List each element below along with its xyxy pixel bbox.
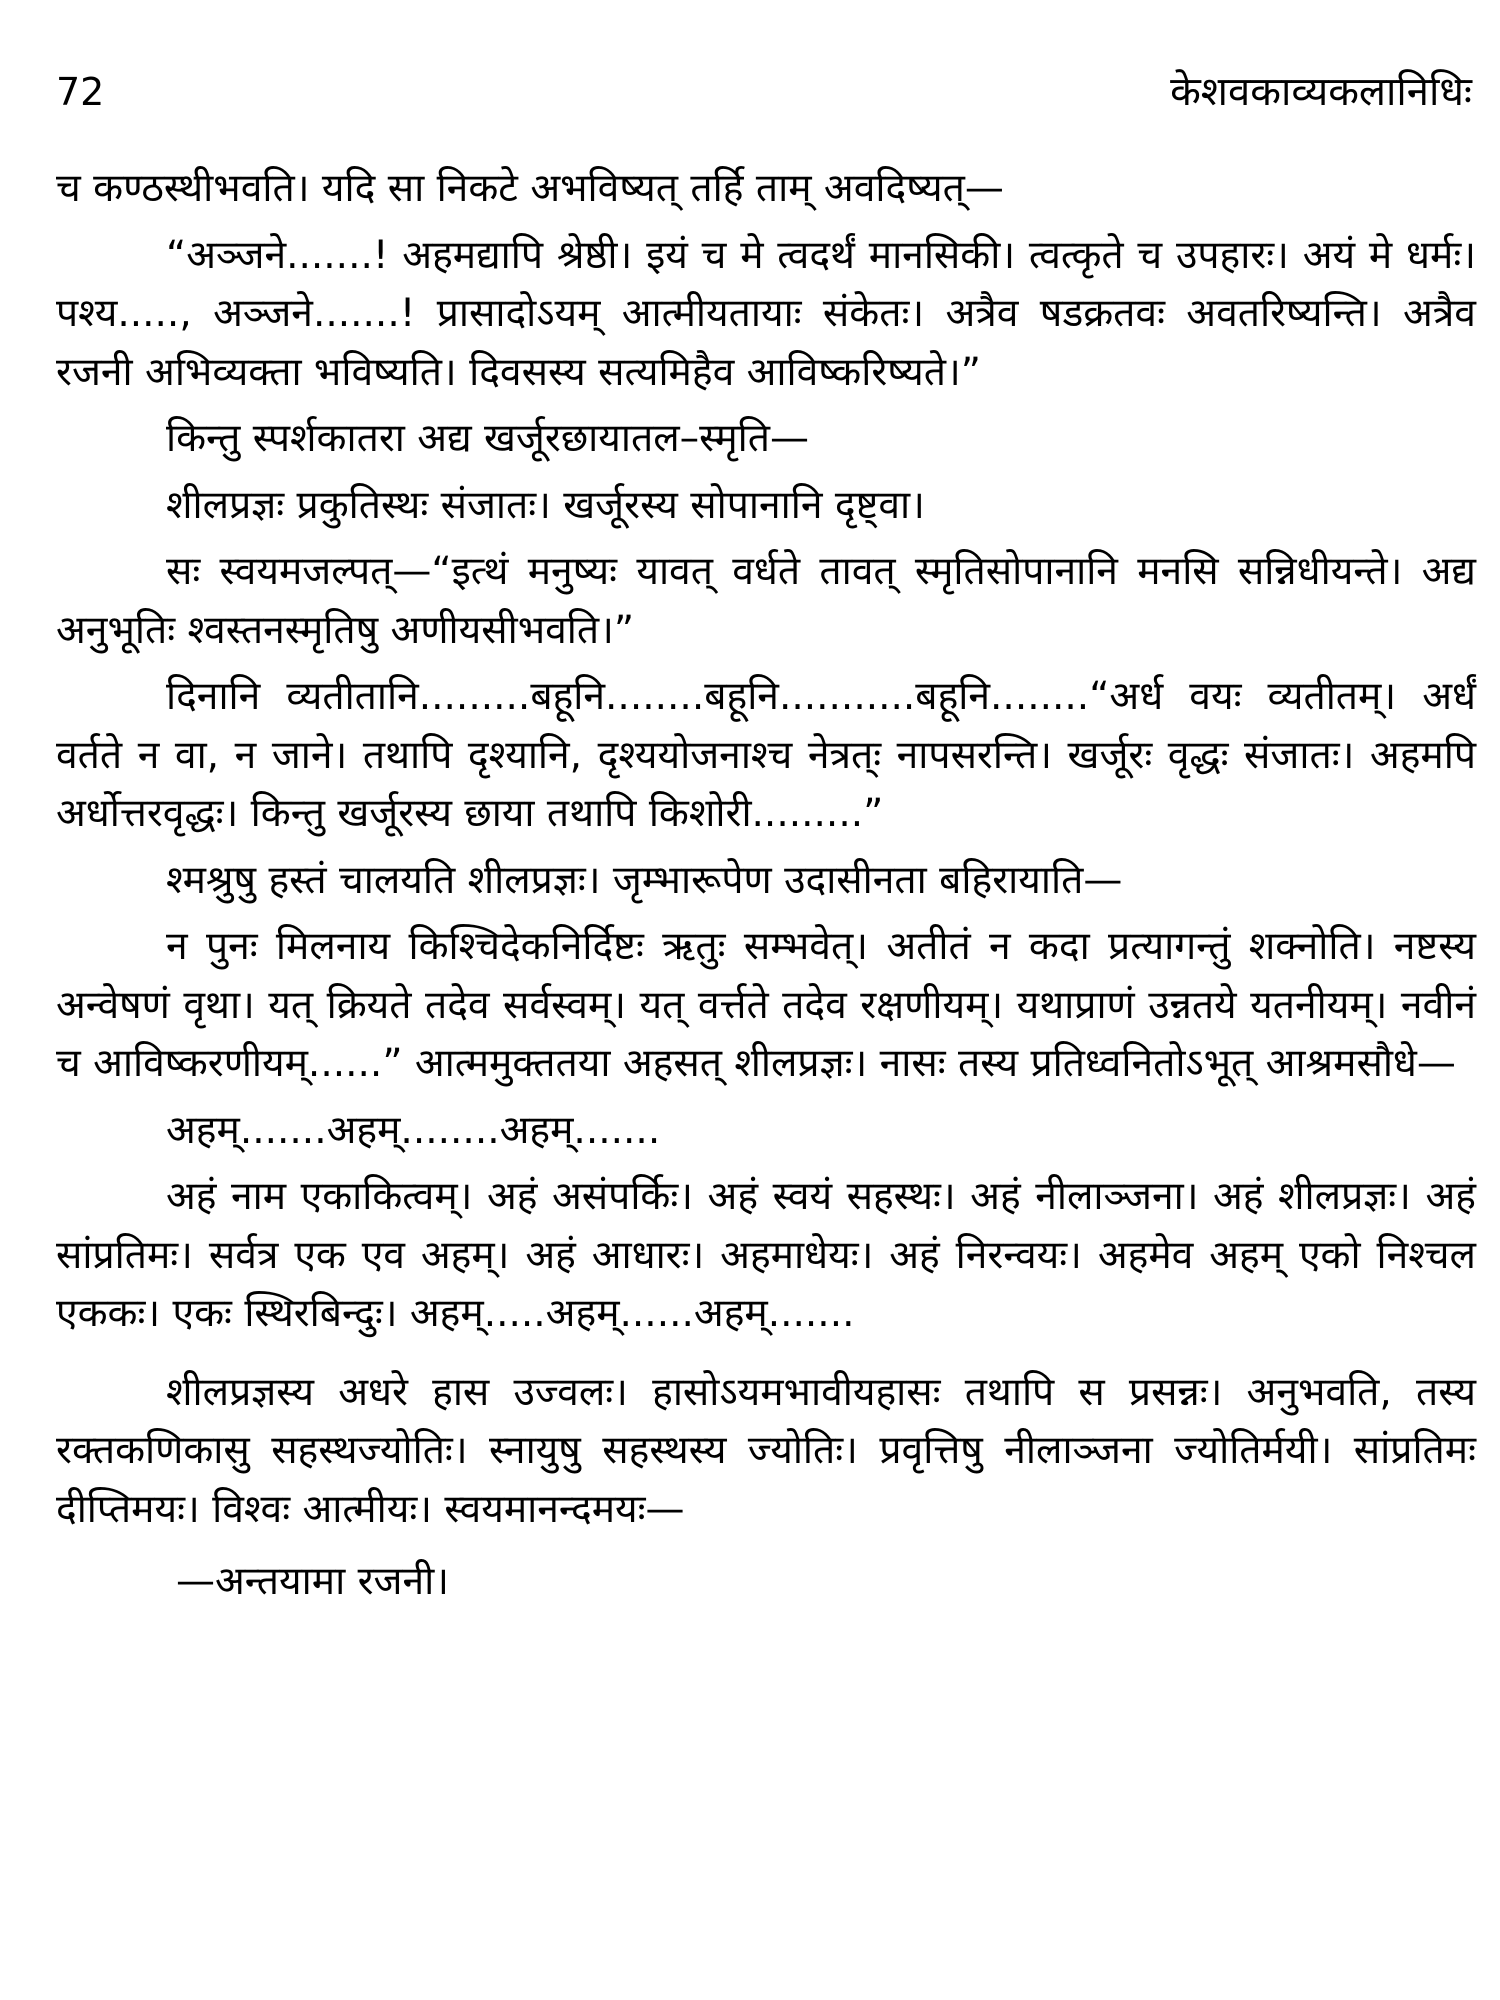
- paragraph: अहं नाम एकाकित्वम्। अहं असंपर्किः। अहं स्वयं सहस्थः। अहं नीलाञ्जना। अहं शीलप्रज्ञः। अहं सांप्रतिमः। सर्वत्र एक एव अहम्। अहं आधारः। अहमाधेयः। अहं निरन्वयः। अहमेव अहम् एको निश्चल एककः। एकः स्थिरबिन्दुः। अहम्.....अहम्......अहम्.......: [56, 1174, 1476, 1336]
- paragraph: श्मश्रुषु हस्तं चालयति शीलप्रज्ञः। जृम्भारूपेण उदासीनता बहिरायाति—: [166, 857, 1123, 903]
- book-title: केशवकाव्यकलानिधिः: [1170, 69, 1472, 115]
- paragraph: दिनानि व्यतीतानि.........बहूनि........बहूनि...........बहूनि........“अर्ध वयः व्यतीतम्। अर्धं वर्तते न वा, न जाने। तथापि दृश्यानि, दृश्ययोजनाश्च नेत्रत्ः नापसरन्ति। खर्जूरः वृद्धः संजातः। अहमपि अर्धोत्तरवृद्धः। किन्तु खर्जूरस्य छाया तथापि किशोरी.........”: [56, 674, 1476, 836]
- body-text: [56, 160, 1476, 1620]
- paragraph: “अञ्जने.......! अहमद्यापि श्रेष्ठी। इयं च मे त्वदर्थं मानसिकी। त्वत्कृते च उपहारः। अयं मे धर्मः। पश्य....., अञ्जने.......! प्रासादोऽयम् आत्मीयतायाः संकेतः। अत्रैव षडक्रतवः अवतरिष्यन्ति। अत्रैव रजनी अभिव्यक्ता भविष्यति। दिवसस्य सत्यमिहैव आविष्करिष्यते।”: [56, 232, 1476, 395]
- paragraph: शीलप्रज्ञस्य अधरे हास उज्वलः। हासोऽयमभावीयहासः तथापि स प्रसन्नः। अनुभवति, तस्य रक्तकणिकासु सहस्थज्योतिः। स्नायुषु सहस्थस्य ज्योतिः। प्रवृत्तिषु नीलाञ्जना ज्योतिर्मयी। सांप्रतिमः दीप्तिमयः। विश्वः आत्मीयः। स्वयमानन्दमयः—: [56, 1369, 1476, 1532]
- page-number: 72: [56, 70, 105, 114]
- paragraph: च कण्ठस्थीभवति। यदि सा निकटे अभविष्यत् तर्हि ताम् अवदिष्यत्—: [56, 166, 1004, 211]
- paragraph: सः स्वयमजल्पत्—“इत्थं मनुष्यः यावत् वर्धते तावत् स्मृतिसोपानानि मनसि सन्निधीयन्ते। अद्य अनुभूतिः श्वस्तनस्मृतिषु अणीयसीभवति।”: [56, 549, 1476, 653]
- paragraph: अहम्.......अहम्........अहम्.......: [166, 1107, 661, 1153]
- running-head: [0, 62, 1500, 122]
- paragraph: किन्तु स्पर्शकातरा अद्य खर्जूरछायातल–स्मृति—: [166, 416, 809, 461]
- paragraph: शीलप्रज्ञः प्रकुतिस्थः संजातः। खर्जूरस्य सोपानानि दृष्ट्वा।: [166, 482, 925, 528]
- closing-line: —अन्तयामा रजनी।: [176, 1559, 449, 1604]
- paragraph: न पुनः मिलनाय किश्चिदेकनिर्दिष्टः ऋतुः सम्भवेत्। अतीतं न कदा प्रत्यागन्तुं शक्नोति। नष्टस्य अन्वेषणं वृथा। यत् क्रियते तदेव सर्वस्वम्। यत् वर्त्तते तदेव रक्षणीयम्। यथाप्राणं उन्नतये यतनीयम्। नवीनं च आविष्करणीयम्......” आत्ममुक्ततया अहसत् शीलप्रज्ञः। नासः तस्य प्रतिध्वनितोऽभूत् आश्रमसौधे—: [56, 924, 1476, 1086]
